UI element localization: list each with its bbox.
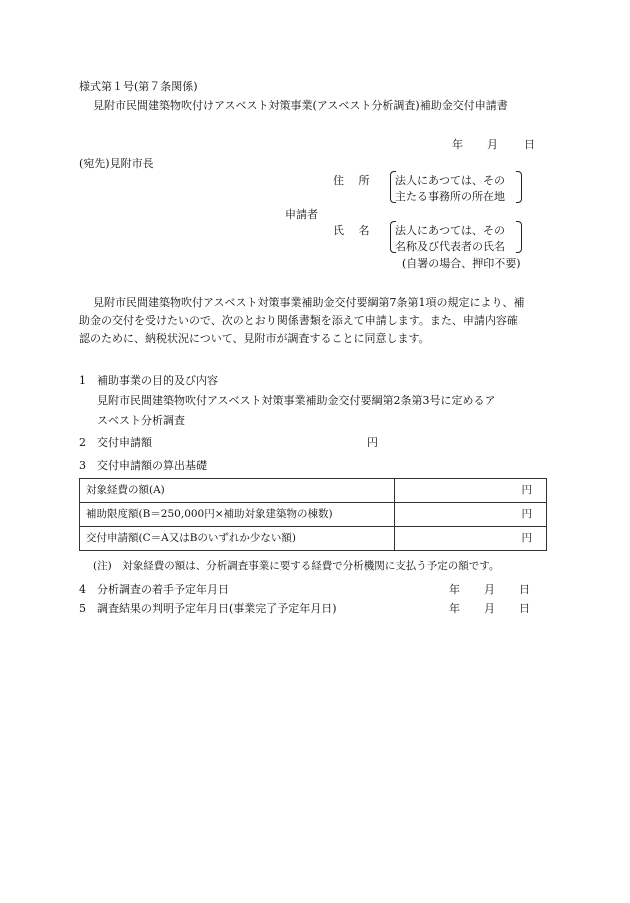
calculation-table [79,478,547,551]
form-number: 様式第１号(第７条関係) [79,80,198,93]
item3-number: 3 [79,459,86,472]
note-text: (注) 対象経費の額は、分析調査事業に要する経費で分析機関に支払う予定の額です。 [93,560,500,572]
item1-desc-1: 見附市民間建築物吹付アスベスト対策事業補助金交付要綱第2条第3号に定めるア [97,394,496,407]
item4-number: 4 [79,583,86,596]
name-label: 氏 名 [333,224,370,237]
address-note-2: 主たる事務所の所在地 [395,190,505,203]
item1-number: 1 [79,374,86,387]
body-line-3: 認のために、納税状況について、見附市が調査することに同意します。 [79,332,430,345]
date-day: 日 [524,138,535,151]
table-cell-label: 交付申請額(C＝A又はBのいずれか少ない額) [80,527,395,551]
name-bracket-right [516,221,522,253]
table-cell-label: 補助限度額(B＝250,000円×補助対象建築物の棟数) [80,503,395,527]
table-cell-label: 対象経費の額(A) [80,479,395,503]
signature-note: (自署の場合、押印不要) [402,257,521,270]
applicant-label: 申請者 [285,208,318,221]
addressee: (宛先)見附市長 [79,157,154,170]
item2-unit: 円 [367,436,378,449]
name-note-2: 名称及び代表者の氏名 [395,240,505,253]
name-note-1: 法人にあつては、その [395,224,505,237]
address-label: 住 所 [333,174,370,187]
item5-number: 5 [79,602,86,615]
item5-day: 日 [519,602,530,615]
date-month: 月 [487,138,498,151]
item1-desc-2: スベスト分析調査 [97,414,185,427]
table-row [80,479,547,503]
date-year: 年 [452,138,463,151]
table-cell-amount: 円 [395,503,547,527]
item5-label: 調査結果の判明予定年月日(事業完了予定年月日) [97,602,337,615]
item4-month: 月 [484,583,495,596]
item5-month: 月 [484,602,495,615]
table-row [80,503,547,527]
item5-year: 年 [449,602,460,615]
item4-year: 年 [449,583,460,596]
address-note-1: 法人にあつては、その [395,174,505,187]
item4-day: 日 [519,583,530,596]
table-cell-amount: 円 [395,479,547,503]
body-line-2: 助金の交付を受けたいので、次のとおり関係書類を添えて申請します。また、申請内容確 [79,314,518,327]
document-title: 見附市民間建築物吹付けアスベスト対策事業(アスベスト分析調査)補助金交付申請書 [93,99,508,112]
address-bracket-right [516,171,522,203]
item2-number: 2 [79,436,86,449]
item3-label: 交付申請額の算出基礎 [97,459,207,472]
item2-label: 交付申請額 [97,436,152,449]
body-line-1: 見附市民間建築物吹付アスベスト対策事業補助金交付要綱第7条第1項の規定により、補 [93,296,525,309]
table-cell-amount: 円 [395,527,547,551]
table-row [80,527,547,551]
item4-label: 分析調査の着手予定年月日 [97,583,229,596]
item1-label: 補助事業の目的及び内容 [97,374,218,387]
